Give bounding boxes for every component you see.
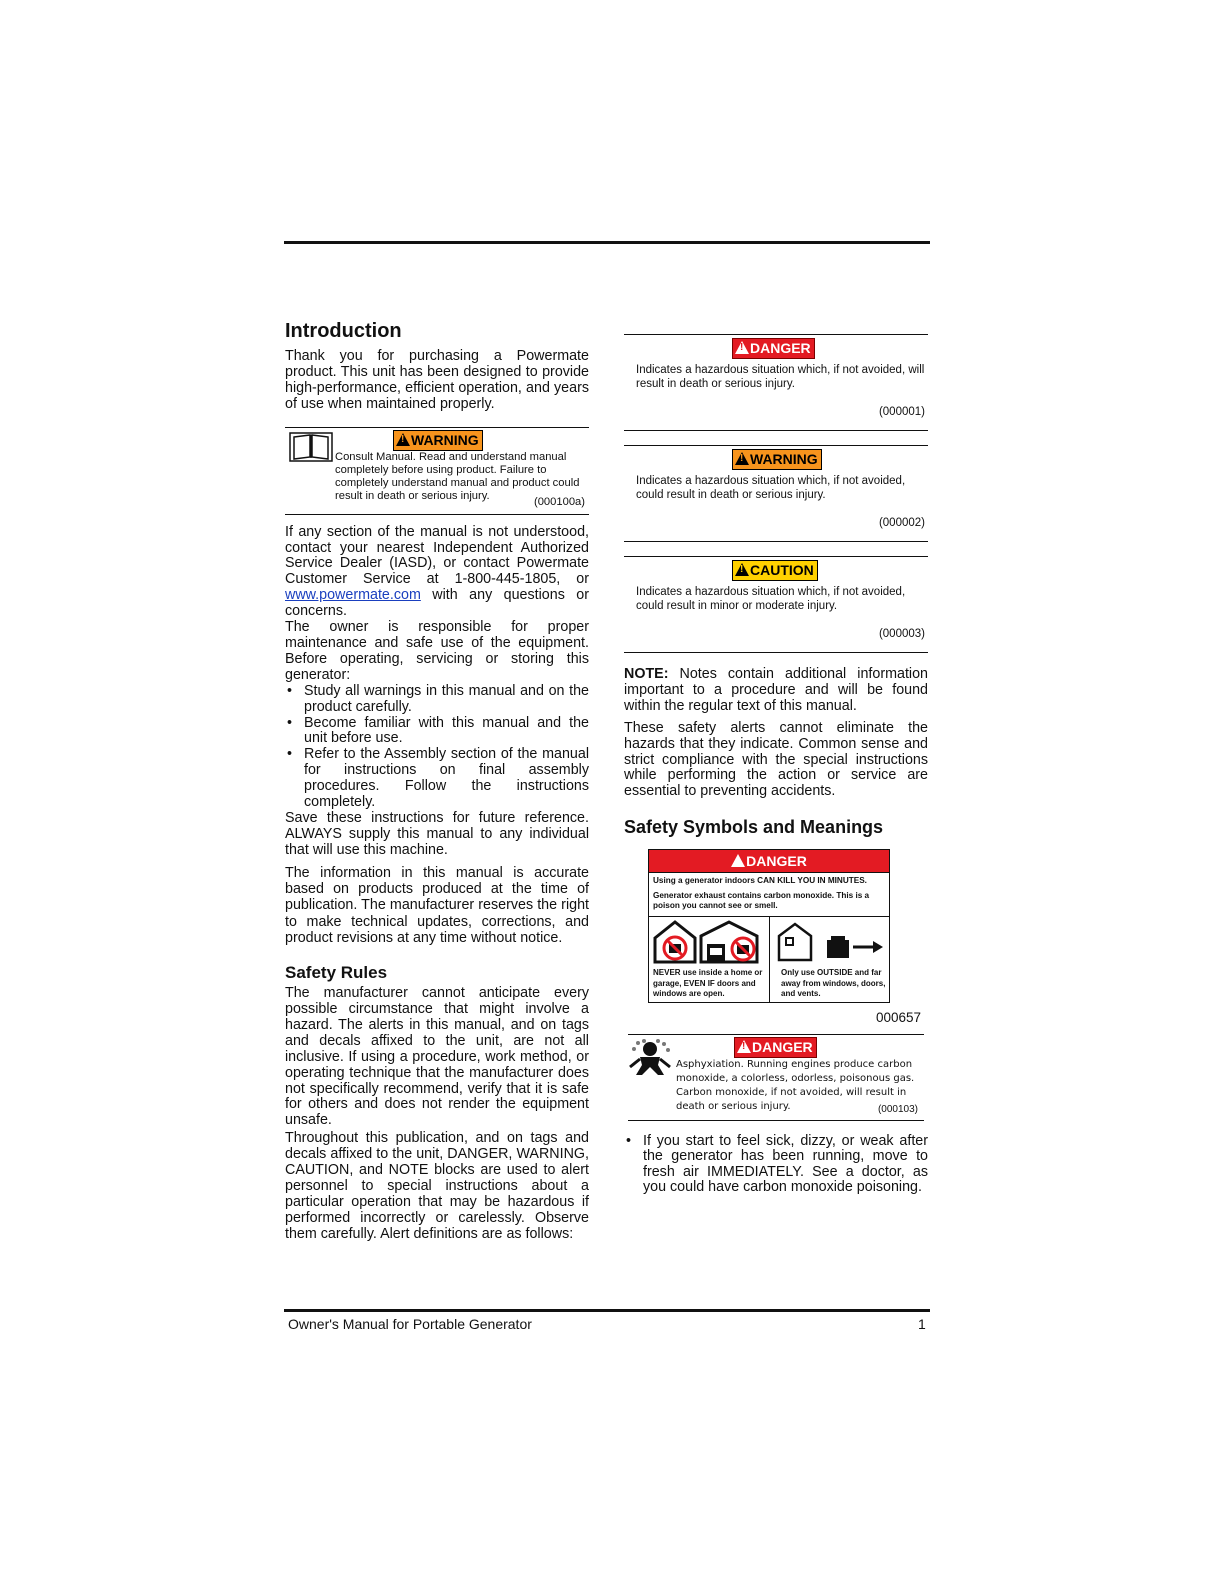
information-paragraph: The information in this manual is accurate based on products produced at the time of publication. The manufacturer reserves the right to make technical updates, corrections, and product revisions at any time without notice. [285, 864, 589, 946]
manual-book-icon [289, 432, 333, 462]
owner-paragraph: The owner is responsible for proper maintenance and safe use of the equipment. Before operating, servicing or storing this generator: [285, 619, 589, 683]
save-paragraph: Save these instructions for future reference. ALWAYS supply this manual to any individual that will use this machine. [285, 809, 589, 858]
footer-title: Owner's Manual for Portable Generator [288, 1316, 532, 1332]
alert-triangle-icon [735, 563, 749, 576]
danger-definition [624, 334, 928, 431]
alert-triangle-icon [731, 854, 745, 867]
caution-definition-code: (000003) [878, 628, 925, 640]
footer-rule [284, 1309, 930, 1312]
introduction-heading: Introduction [285, 320, 402, 342]
list-item: • If you start to feel sick, dizzy, or weak after the generator has been running, move to fresh air IMMEDIATELY. See a doctor, as you could have carbon monoxide poisoning. [624, 1134, 928, 1195]
no-indoor-use-icon [653, 920, 765, 964]
sign-code: 000657 [875, 1010, 921, 1026]
safety-rules-paragraph: The manufacturer cannot anticipate every possible circumstance that might involve a hazard. The alerts in this manual, and on tags and decals affixed to the unit, are not all inclusive. If using a procedure, work method, or operating technique that the manufacturer does not specifically recommend, verify that it is safe for others and does not render the equipment unsafe. [285, 985, 589, 1129]
consult-manual-warning [285, 427, 589, 515]
alert-triangle-icon [737, 1040, 751, 1053]
warning-definition-text: Indicates a hazardous situation which, if not avoided, could result in death or serious injury. [636, 475, 906, 502]
asphyxiation-person-icon [628, 1037, 672, 1077]
warning-badge: !WARNING [393, 430, 483, 451]
danger-definition-text: Indicates a hazardous situation which, if not avoided, will result in death or serious injury. [636, 364, 925, 391]
owner-bullet-list [285, 684, 589, 811]
asphyxiation-text: Asphyxiation. Running engines produce carbon monoxide, a colorless, odorless, poisonous gas. Carbon monoxide, if not avoided, will result in death or serious injury. [676, 1059, 915, 1112]
left-column [285, 318, 589, 1243]
warning-code: (000100a) [533, 495, 585, 508]
danger-badge: !DANGER [734, 1037, 817, 1058]
warning-text: Consult Manual. Read and understand manual completely before using product. Failure to completely understand manual and product could result in death or serious injury. [335, 450, 580, 503]
danger-definition-code: (000001) [878, 406, 925, 418]
generator-indoor-danger-sign [648, 849, 890, 1003]
alert-blocks-paragraph: Throughout this publication, and on tags and decals affixed to the unit, DANGER, WARNING, CAUTION, and NOTE blocks are used to alert personnel to special instructions about a particular operation that may be hazardous if performed incorrectly or carelessly. Observe them carefully. Alert definitions are as follows: [285, 1130, 589, 1242]
header-rule [284, 241, 930, 244]
list-item: • Study all warnings in this manual and on the product carefully. [285, 684, 589, 716]
sign-line-2: Generator exhaust contains carbon monoxide. This is a poison you cannot see or smell. [653, 891, 870, 911]
safety-alerts-paragraph: These safety alerts cannot eliminate the hazards that they indicate. Common sense and strict compliance with the special instructions while performing the action or service are essential to preventing accidents. [624, 719, 928, 800]
list-item: • Refer to the Assembly section of the manual for instructions on final assembly procedures. Follow the instructions completely. [285, 747, 589, 811]
sign-line-1: Using a generator indoors CAN KILL YOU IN MINUTES. [653, 876, 867, 886]
warning-badge: !WARNING [732, 449, 822, 470]
safety-symbols-heading: Safety Symbols and Meanings [624, 817, 884, 838]
sick-bullet-list [624, 1134, 928, 1195]
alert-triangle-icon [735, 341, 749, 354]
page-number: 1 [918, 1316, 926, 1332]
caution-definition-text: Indicates a hazardous situation which, if not avoided, could result in minor or moderate injury. [636, 586, 906, 613]
caution-definition [624, 556, 928, 653]
safety-rules-heading: Safety Rules [285, 963, 388, 983]
sign-header: DANGER [649, 850, 889, 873]
warning-definition-code: (000002) [878, 517, 925, 529]
intro-paragraph: Thank you for purchasing a Powermate product. This unit has been designed to provide high-performance, efficient operation, and years of use when maintained properly. [285, 348, 589, 412]
powermate-website-link[interactable]: www.powermate.com [285, 587, 421, 604]
asphyxiation-code: (000103) [877, 1104, 918, 1116]
note-paragraph: NOTE: Notes contain additional information important to a procedure and will be found within the regular text of this manual. [624, 666, 928, 714]
asphyxiation-danger [628, 1034, 924, 1121]
outside-only-caption: Only use OUTSIDE and far away from windows, doors, and vents. [781, 968, 886, 999]
danger-badge: !DANGER [732, 338, 815, 359]
right-column [624, 334, 928, 1195]
contact-paragraph: If any section of the manual is not understood, contact your nearest Independent Authorized Service Dealer (IASD), or contact Powermate Customer Service at 1-800-445-1805, or www.powermate.com with any questions or concerns. [285, 523, 589, 620]
warning-definition [624, 445, 928, 542]
never-indoors-caption: NEVER use inside a home or garage, EVEN IF doors and windows are open. [653, 968, 763, 999]
alert-triangle-icon [396, 433, 410, 446]
outdoor-use-icon [777, 922, 885, 962]
alert-triangle-icon [735, 452, 749, 465]
list-item: • Become familiar with this manual and the unit before use. [285, 716, 589, 748]
caution-badge: !CAUTION [732, 560, 818, 581]
